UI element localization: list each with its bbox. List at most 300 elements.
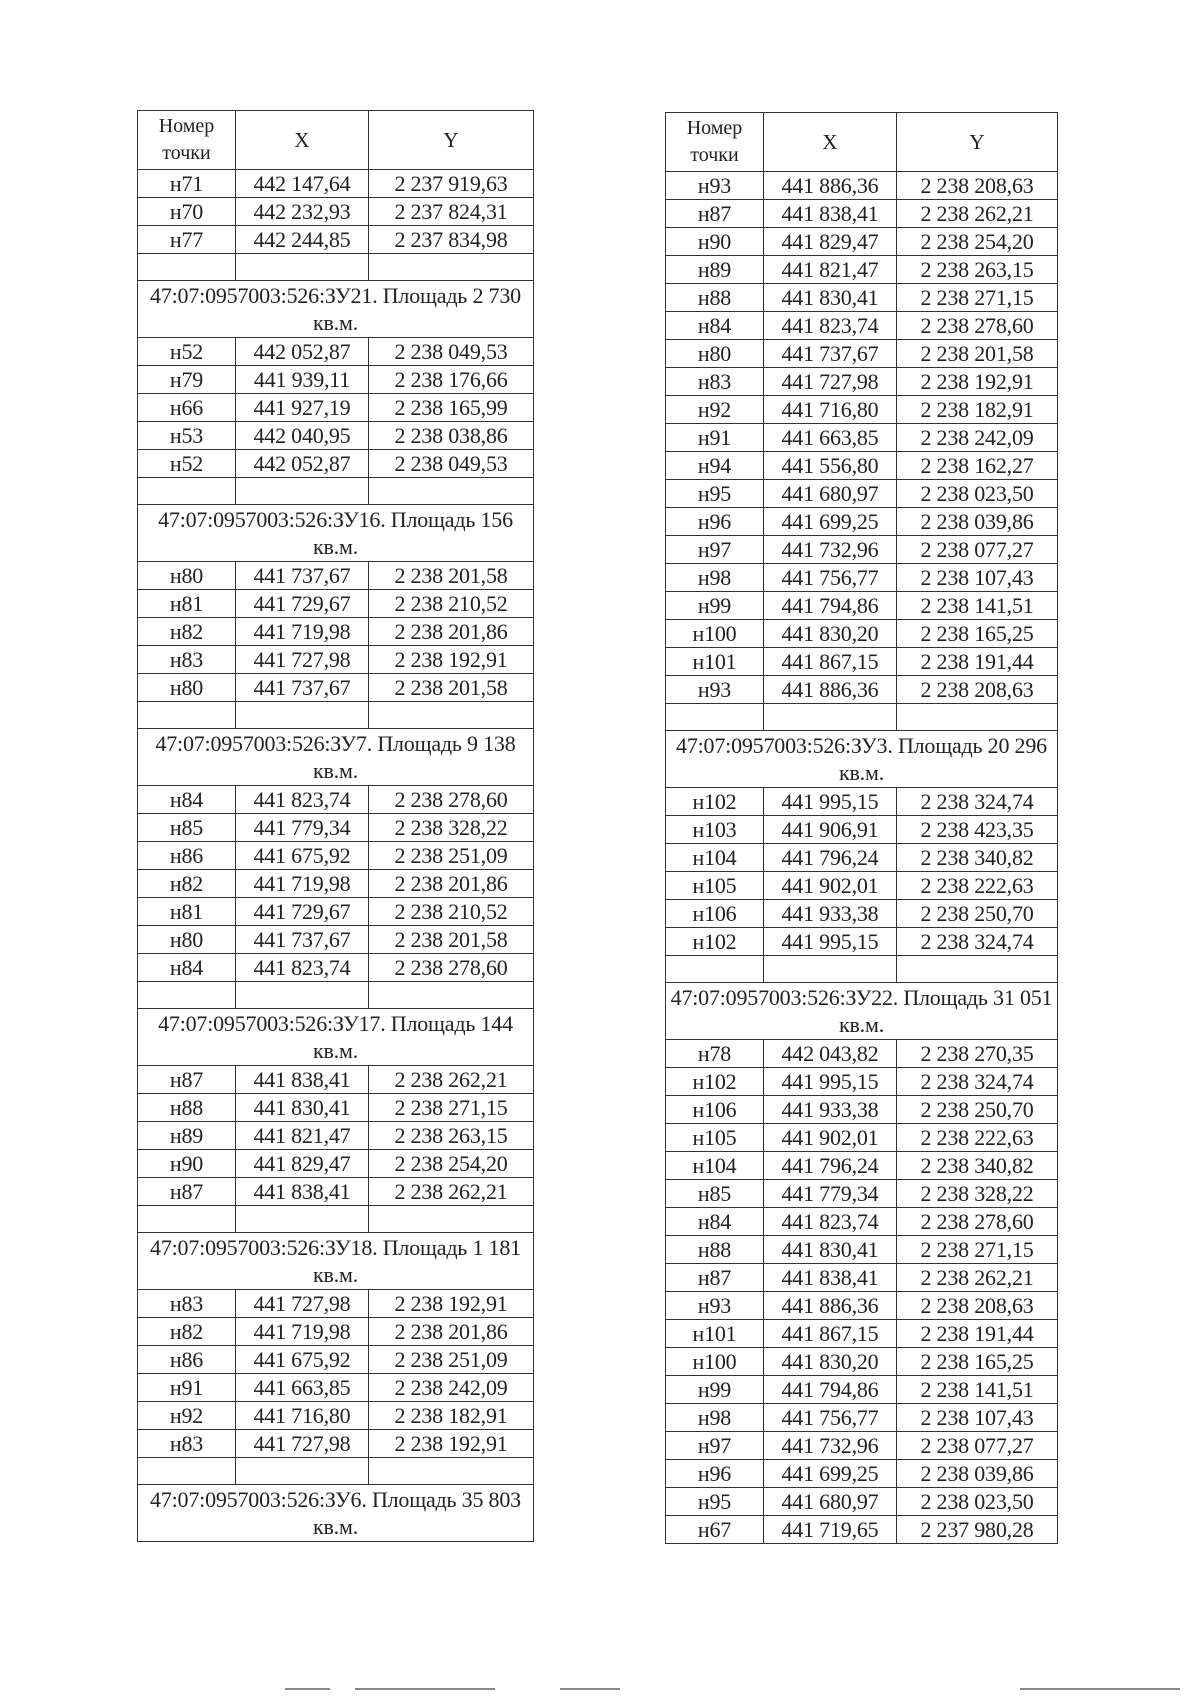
x-coordinate-cell: 441 779,34 (236, 814, 369, 842)
x-coordinate-cell: 442 052,87 (236, 338, 369, 366)
scan-artifact (1020, 1688, 1180, 1690)
blank-cell (138, 1206, 236, 1233)
y-coordinate-cell: 2 238 107,43 (897, 564, 1058, 592)
table-row (666, 1264, 1058, 1292)
x-coordinate-cell: 441 675,92 (236, 1346, 369, 1374)
y-coordinate-cell: 2 238 192,91 (369, 646, 534, 674)
y-coordinate-cell: 2 238 208,63 (897, 1292, 1058, 1320)
y-coordinate-cell: 2 237 919,63 (369, 170, 534, 198)
y-coordinate-cell: 2 238 107,43 (897, 1404, 1058, 1432)
point-id-cell: н86 (138, 1346, 236, 1374)
y-coordinate-cell: 2 238 278,60 (369, 786, 534, 814)
y-coordinate-cell: 2 237 824,31 (369, 198, 534, 226)
table-row (666, 1152, 1058, 1180)
blank-cell (138, 1458, 236, 1485)
x-coordinate-cell: 441 680,97 (764, 480, 897, 508)
y-coordinate-cell: 2 238 039,86 (897, 1460, 1058, 1488)
y-coordinate-cell: 2 238 141,51 (897, 592, 1058, 620)
point-id-cell: н85 (138, 814, 236, 842)
table-row (138, 842, 534, 870)
table-row (138, 226, 534, 254)
table-row (666, 1124, 1058, 1152)
table-row (666, 592, 1058, 620)
section-title-row (138, 1485, 534, 1542)
blank-cell (138, 478, 236, 505)
x-coordinate-cell: 441 732,96 (764, 536, 897, 564)
x-coordinate-cell: 441 838,41 (764, 1264, 897, 1292)
y-coordinate-cell: 2 238 182,91 (369, 1402, 534, 1430)
point-id-cell: н84 (666, 1208, 764, 1236)
y-coordinate-cell: 2 238 262,21 (897, 1264, 1058, 1292)
y-coordinate-cell: 2 238 191,44 (897, 648, 1058, 676)
x-coordinate-cell: 441 867,15 (764, 648, 897, 676)
table-row (666, 368, 1058, 396)
x-coordinate-cell: 441 830,20 (764, 620, 897, 648)
point-id-cell: н103 (666, 816, 764, 844)
point-id-cell: н88 (138, 1094, 236, 1122)
point-id-cell: н83 (138, 646, 236, 674)
point-id-cell: н91 (138, 1374, 236, 1402)
y-coordinate-cell: 2 238 263,15 (897, 256, 1058, 284)
table-row (666, 1488, 1058, 1516)
point-id-cell: н95 (666, 480, 764, 508)
point-id-cell: н96 (666, 1460, 764, 1488)
x-coordinate-cell: 441 830,20 (764, 1348, 897, 1376)
x-coordinate-cell: 441 719,98 (236, 1318, 369, 1346)
blank-cell (236, 702, 369, 729)
x-coordinate-cell: 441 727,98 (236, 646, 369, 674)
point-id-cell: н93 (666, 172, 764, 200)
table-row (666, 452, 1058, 480)
y-coordinate-cell: 2 238 201,58 (369, 926, 534, 954)
y-coordinate-cell: 2 238 324,74 (897, 928, 1058, 956)
y-coordinate-cell: 2 238 201,58 (369, 562, 534, 590)
coords-table-left (137, 110, 534, 1542)
x-coordinate-cell: 441 821,47 (764, 256, 897, 284)
point-id-cell: н81 (138, 590, 236, 618)
y-coordinate-cell: 2 238 242,09 (369, 1374, 534, 1402)
point-id-cell: н67 (666, 1516, 764, 1544)
section-title-row (138, 729, 534, 786)
blank-cell (138, 702, 236, 729)
point-id-cell: н80 (138, 926, 236, 954)
table-row (138, 1374, 534, 1402)
x-coordinate-cell: 441 737,67 (236, 674, 369, 702)
y-coordinate-cell: 2 238 191,44 (897, 1320, 1058, 1348)
x-coordinate-cell: 441 737,67 (236, 562, 369, 590)
table-row (666, 1460, 1058, 1488)
point-id-cell: н99 (666, 592, 764, 620)
point-id-cell: н80 (138, 562, 236, 590)
table-row (666, 1096, 1058, 1124)
table-row (666, 1208, 1058, 1236)
table-row (666, 1180, 1058, 1208)
x-coordinate-cell: 441 699,25 (764, 508, 897, 536)
table-row (138, 954, 534, 982)
y-coordinate-cell: 2 238 278,60 (897, 312, 1058, 340)
y-coordinate-cell: 2 238 210,52 (369, 898, 534, 926)
section-title: 47:07:0957003:526:ЗУ18. Площадь 1 181 кв.м. (138, 1233, 534, 1290)
y-coordinate-cell: 2 238 192,91 (369, 1430, 534, 1458)
x-coordinate-cell: 441 902,01 (764, 1124, 897, 1152)
y-coordinate-cell: 2 238 254,20 (897, 228, 1058, 256)
point-id-cell: н78 (666, 1040, 764, 1068)
y-coordinate-cell: 2 238 165,99 (369, 394, 534, 422)
table-row (666, 648, 1058, 676)
point-id-cell: н90 (666, 228, 764, 256)
x-coordinate-cell: 441 838,41 (764, 200, 897, 228)
y-coordinate-cell: 2 238 423,35 (897, 816, 1058, 844)
y-coordinate-cell: 2 238 208,63 (897, 676, 1058, 704)
blank-row (138, 702, 534, 729)
point-id-cell: н84 (666, 312, 764, 340)
blank-cell (666, 956, 764, 983)
table-row (666, 200, 1058, 228)
x-coordinate-cell: 441 719,98 (236, 618, 369, 646)
table-row (666, 676, 1058, 704)
coordinates-table-left (137, 110, 534, 1542)
header-y: Y (369, 111, 534, 170)
point-id-cell: н80 (666, 340, 764, 368)
y-coordinate-cell: 2 238 222,63 (897, 872, 1058, 900)
x-coordinate-cell: 442 232,93 (236, 198, 369, 226)
section-title-row (666, 731, 1058, 788)
point-id-cell: н92 (138, 1402, 236, 1430)
scan-artifact (355, 1688, 495, 1690)
table-row (666, 340, 1058, 368)
coordinates-table-right (665, 112, 1058, 1544)
point-id-cell: н87 (666, 200, 764, 228)
x-coordinate-cell: 442 040,95 (236, 422, 369, 450)
point-id-cell: н85 (666, 1180, 764, 1208)
x-coordinate-cell: 441 933,38 (764, 1096, 897, 1124)
table-row (666, 564, 1058, 592)
blank-cell (236, 478, 369, 505)
x-coordinate-cell: 441 823,74 (764, 1208, 897, 1236)
y-coordinate-cell: 2 238 201,58 (369, 674, 534, 702)
point-id-cell: н83 (666, 368, 764, 396)
y-coordinate-cell: 2 238 278,60 (897, 1208, 1058, 1236)
table-row (666, 1516, 1058, 1544)
y-coordinate-cell: 2 238 201,86 (369, 870, 534, 898)
y-coordinate-cell: 2 238 049,53 (369, 450, 534, 478)
point-id-cell: н105 (666, 872, 764, 900)
point-id-cell: н83 (138, 1290, 236, 1318)
y-coordinate-cell: 2 238 077,27 (897, 1432, 1058, 1460)
y-coordinate-cell: 2 238 271,15 (369, 1094, 534, 1122)
y-coordinate-cell: 2 238 328,22 (369, 814, 534, 842)
x-coordinate-cell: 441 663,85 (764, 424, 897, 452)
point-id-cell: н102 (666, 1068, 764, 1096)
x-coordinate-cell: 441 556,80 (764, 452, 897, 480)
x-coordinate-cell: 441 727,98 (236, 1290, 369, 1318)
x-coordinate-cell: 441 886,36 (764, 1292, 897, 1320)
table-row (138, 674, 534, 702)
scan-artifact (285, 1688, 330, 1690)
table-row (138, 1430, 534, 1458)
blank-row (138, 254, 534, 281)
point-id-cell: н86 (138, 842, 236, 870)
x-coordinate-cell: 441 830,41 (764, 1236, 897, 1264)
table-row (666, 1376, 1058, 1404)
x-coordinate-cell: 441 699,25 (764, 1460, 897, 1488)
header-point: Номер точки (138, 111, 236, 170)
y-coordinate-cell: 2 238 251,09 (369, 842, 534, 870)
y-coordinate-cell: 2 238 182,91 (897, 396, 1058, 424)
blank-cell (369, 478, 534, 505)
point-id-cell: н100 (666, 620, 764, 648)
table-row (138, 590, 534, 618)
table-row (666, 1432, 1058, 1460)
table-row (138, 1346, 534, 1374)
table-row (138, 562, 534, 590)
y-coordinate-cell: 2 237 834,98 (369, 226, 534, 254)
point-id-cell: н104 (666, 1152, 764, 1180)
y-coordinate-cell: 2 238 049,53 (369, 338, 534, 366)
x-coordinate-cell: 441 829,47 (764, 228, 897, 256)
table-row (138, 450, 534, 478)
x-coordinate-cell: 441 867,15 (764, 1320, 897, 1348)
x-coordinate-cell: 441 823,74 (236, 954, 369, 982)
point-id-cell: н84 (138, 786, 236, 814)
y-coordinate-cell: 2 238 165,25 (897, 1348, 1058, 1376)
y-coordinate-cell: 2 238 242,09 (897, 424, 1058, 452)
x-coordinate-cell: 441 823,74 (236, 786, 369, 814)
x-coordinate-cell: 442 244,85 (236, 226, 369, 254)
x-coordinate-cell: 442 147,64 (236, 170, 369, 198)
point-id-cell: н92 (666, 396, 764, 424)
x-coordinate-cell: 441 729,67 (236, 898, 369, 926)
blank-cell (369, 982, 534, 1009)
point-id-cell: н104 (666, 844, 764, 872)
x-coordinate-cell: 441 830,41 (764, 284, 897, 312)
table-row (138, 870, 534, 898)
point-id-cell: н82 (138, 618, 236, 646)
x-coordinate-cell: 441 821,47 (236, 1122, 369, 1150)
header-x: X (236, 111, 369, 170)
table-row (138, 422, 534, 450)
table-row (666, 396, 1058, 424)
table-row (666, 1348, 1058, 1376)
table-row (138, 366, 534, 394)
y-coordinate-cell: 2 238 210,52 (369, 590, 534, 618)
point-id-cell: н89 (138, 1122, 236, 1150)
point-id-cell: н88 (666, 1236, 764, 1264)
y-coordinate-cell: 2 238 340,82 (897, 1152, 1058, 1180)
blank-cell (897, 956, 1058, 983)
table-row (138, 1122, 534, 1150)
x-coordinate-cell: 441 838,41 (236, 1178, 369, 1206)
point-id-cell: н80 (138, 674, 236, 702)
y-coordinate-cell: 2 238 340,82 (897, 844, 1058, 872)
x-coordinate-cell: 441 794,86 (764, 592, 897, 620)
blank-cell (369, 702, 534, 729)
section-title: 47:07:0957003:526:ЗУ17. Площадь 144 кв.м. (138, 1009, 534, 1066)
y-coordinate-cell: 2 238 278,60 (369, 954, 534, 982)
y-coordinate-cell: 2 238 201,86 (369, 1318, 534, 1346)
point-id-cell: н98 (666, 564, 764, 592)
table-row (138, 1318, 534, 1346)
table-row (666, 536, 1058, 564)
blank-cell (666, 704, 764, 731)
table-row (666, 172, 1058, 200)
blank-cell (369, 1206, 534, 1233)
table-row (138, 170, 534, 198)
x-coordinate-cell: 441 796,24 (764, 1152, 897, 1180)
x-coordinate-cell: 441 886,36 (764, 172, 897, 200)
section-title: 47:07:0957003:526:ЗУ21. Площадь 2 730 кв.м. (138, 281, 534, 338)
x-coordinate-cell: 442 052,87 (236, 450, 369, 478)
x-coordinate-cell: 441 995,15 (764, 1068, 897, 1096)
y-coordinate-cell: 2 238 262,21 (897, 200, 1058, 228)
x-coordinate-cell: 441 729,67 (236, 590, 369, 618)
point-id-cell: н105 (666, 1124, 764, 1152)
blank-cell (236, 1458, 369, 1485)
point-id-cell: н94 (666, 452, 764, 480)
point-id-cell: н84 (138, 954, 236, 982)
table-row (666, 480, 1058, 508)
blank-cell (764, 956, 897, 983)
table-row (666, 928, 1058, 956)
table-header (138, 111, 534, 170)
point-id-cell: н100 (666, 1348, 764, 1376)
x-coordinate-cell: 441 716,80 (236, 1402, 369, 1430)
table-row (138, 198, 534, 226)
point-id-cell: н53 (138, 422, 236, 450)
point-id-cell: н93 (666, 1292, 764, 1320)
point-id-cell: н87 (138, 1066, 236, 1094)
table-row (666, 788, 1058, 816)
x-coordinate-cell: 441 680,97 (764, 1488, 897, 1516)
blank-cell (138, 254, 236, 281)
point-id-cell: н89 (666, 256, 764, 284)
point-id-cell: н52 (138, 338, 236, 366)
point-id-cell: н97 (666, 1432, 764, 1460)
section-title: 47:07:0957003:526:ЗУ6. Площадь 35 803 кв.м. (138, 1485, 534, 1542)
table-row (666, 1236, 1058, 1264)
blank-cell (764, 704, 897, 731)
y-coordinate-cell: 2 238 039,86 (897, 508, 1058, 536)
table-row (138, 1402, 534, 1430)
scan-artifact (560, 1688, 620, 1690)
point-id-cell: н52 (138, 450, 236, 478)
coords-table-right (665, 112, 1058, 1544)
y-coordinate-cell: 2 238 162,27 (897, 452, 1058, 480)
y-coordinate-cell: 2 238 251,09 (369, 1346, 534, 1374)
table-row (666, 312, 1058, 340)
table-row (666, 424, 1058, 452)
point-id-cell: н95 (666, 1488, 764, 1516)
y-coordinate-cell: 2 238 023,50 (897, 480, 1058, 508)
x-coordinate-cell: 441 727,98 (764, 368, 897, 396)
point-id-cell: н77 (138, 226, 236, 254)
point-id-cell: н87 (666, 1264, 764, 1292)
table-row (666, 872, 1058, 900)
point-id-cell: н106 (666, 900, 764, 928)
point-id-cell: н70 (138, 198, 236, 226)
table-row (138, 1094, 534, 1122)
point-id-cell: н83 (138, 1430, 236, 1458)
table-header (666, 113, 1058, 172)
point-id-cell: н101 (666, 648, 764, 676)
section-title-row (666, 983, 1058, 1040)
table-row (138, 1178, 534, 1206)
point-id-cell: н97 (666, 536, 764, 564)
point-id-cell: н87 (138, 1178, 236, 1206)
header-y: Y (897, 113, 1058, 172)
table-row (666, 1068, 1058, 1096)
table-row (666, 1404, 1058, 1432)
table-row (666, 900, 1058, 928)
section-title: 47:07:0957003:526:ЗУ22. Площадь 31 051 кв.м. (666, 983, 1058, 1040)
x-coordinate-cell: 441 737,67 (764, 340, 897, 368)
blank-cell (236, 982, 369, 1009)
blank-cell (897, 704, 1058, 731)
table-row (666, 816, 1058, 844)
x-coordinate-cell: 441 902,01 (764, 872, 897, 900)
x-coordinate-cell: 442 043,82 (764, 1040, 897, 1068)
y-coordinate-cell: 2 238 201,86 (369, 618, 534, 646)
blank-cell (369, 1458, 534, 1485)
point-id-cell: н96 (666, 508, 764, 536)
x-coordinate-cell: 441 727,98 (236, 1430, 369, 1458)
y-coordinate-cell: 2 238 271,15 (897, 1236, 1058, 1264)
table-row (138, 646, 534, 674)
y-coordinate-cell: 2 238 263,15 (369, 1122, 534, 1150)
point-id-cell: н98 (666, 1404, 764, 1432)
table-row (138, 618, 534, 646)
section-title-row (138, 1009, 534, 1066)
y-coordinate-cell: 2 238 141,51 (897, 1376, 1058, 1404)
x-coordinate-cell: 441 737,67 (236, 926, 369, 954)
section-title-row (138, 505, 534, 562)
section-title: 47:07:0957003:526:ЗУ7. Площадь 9 138 кв.м. (138, 729, 534, 786)
point-id-cell: н90 (138, 1150, 236, 1178)
blank-cell (138, 982, 236, 1009)
x-coordinate-cell: 441 829,47 (236, 1150, 369, 1178)
point-id-cell: н101 (666, 1320, 764, 1348)
y-coordinate-cell: 2 238 328,22 (897, 1180, 1058, 1208)
blank-cell (236, 254, 369, 281)
table-body-right (666, 172, 1058, 1544)
table-row (666, 228, 1058, 256)
point-id-cell: н79 (138, 366, 236, 394)
x-coordinate-cell: 441 716,80 (764, 396, 897, 424)
blank-cell (369, 254, 534, 281)
y-coordinate-cell: 2 238 324,74 (897, 788, 1058, 816)
y-coordinate-cell: 2 238 254,20 (369, 1150, 534, 1178)
section-title-row (138, 1233, 534, 1290)
point-id-cell: н99 (666, 1376, 764, 1404)
table-row (138, 786, 534, 814)
table-row (666, 256, 1058, 284)
y-coordinate-cell: 2 238 271,15 (897, 284, 1058, 312)
header-point: Номер точки (666, 113, 764, 172)
x-coordinate-cell: 441 906,91 (764, 816, 897, 844)
point-id-cell: н91 (666, 424, 764, 452)
x-coordinate-cell: 441 794,86 (764, 1376, 897, 1404)
x-coordinate-cell: 441 995,15 (764, 928, 897, 956)
table-row (138, 898, 534, 926)
y-coordinate-cell: 2 237 980,28 (897, 1516, 1058, 1544)
x-coordinate-cell: 441 663,85 (236, 1374, 369, 1402)
table-row (138, 926, 534, 954)
x-coordinate-cell: 441 719,65 (764, 1516, 897, 1544)
y-coordinate-cell: 2 238 324,74 (897, 1068, 1058, 1096)
y-coordinate-cell: 2 238 201,58 (897, 340, 1058, 368)
section-title-row (138, 281, 534, 338)
x-coordinate-cell: 441 779,34 (764, 1180, 897, 1208)
